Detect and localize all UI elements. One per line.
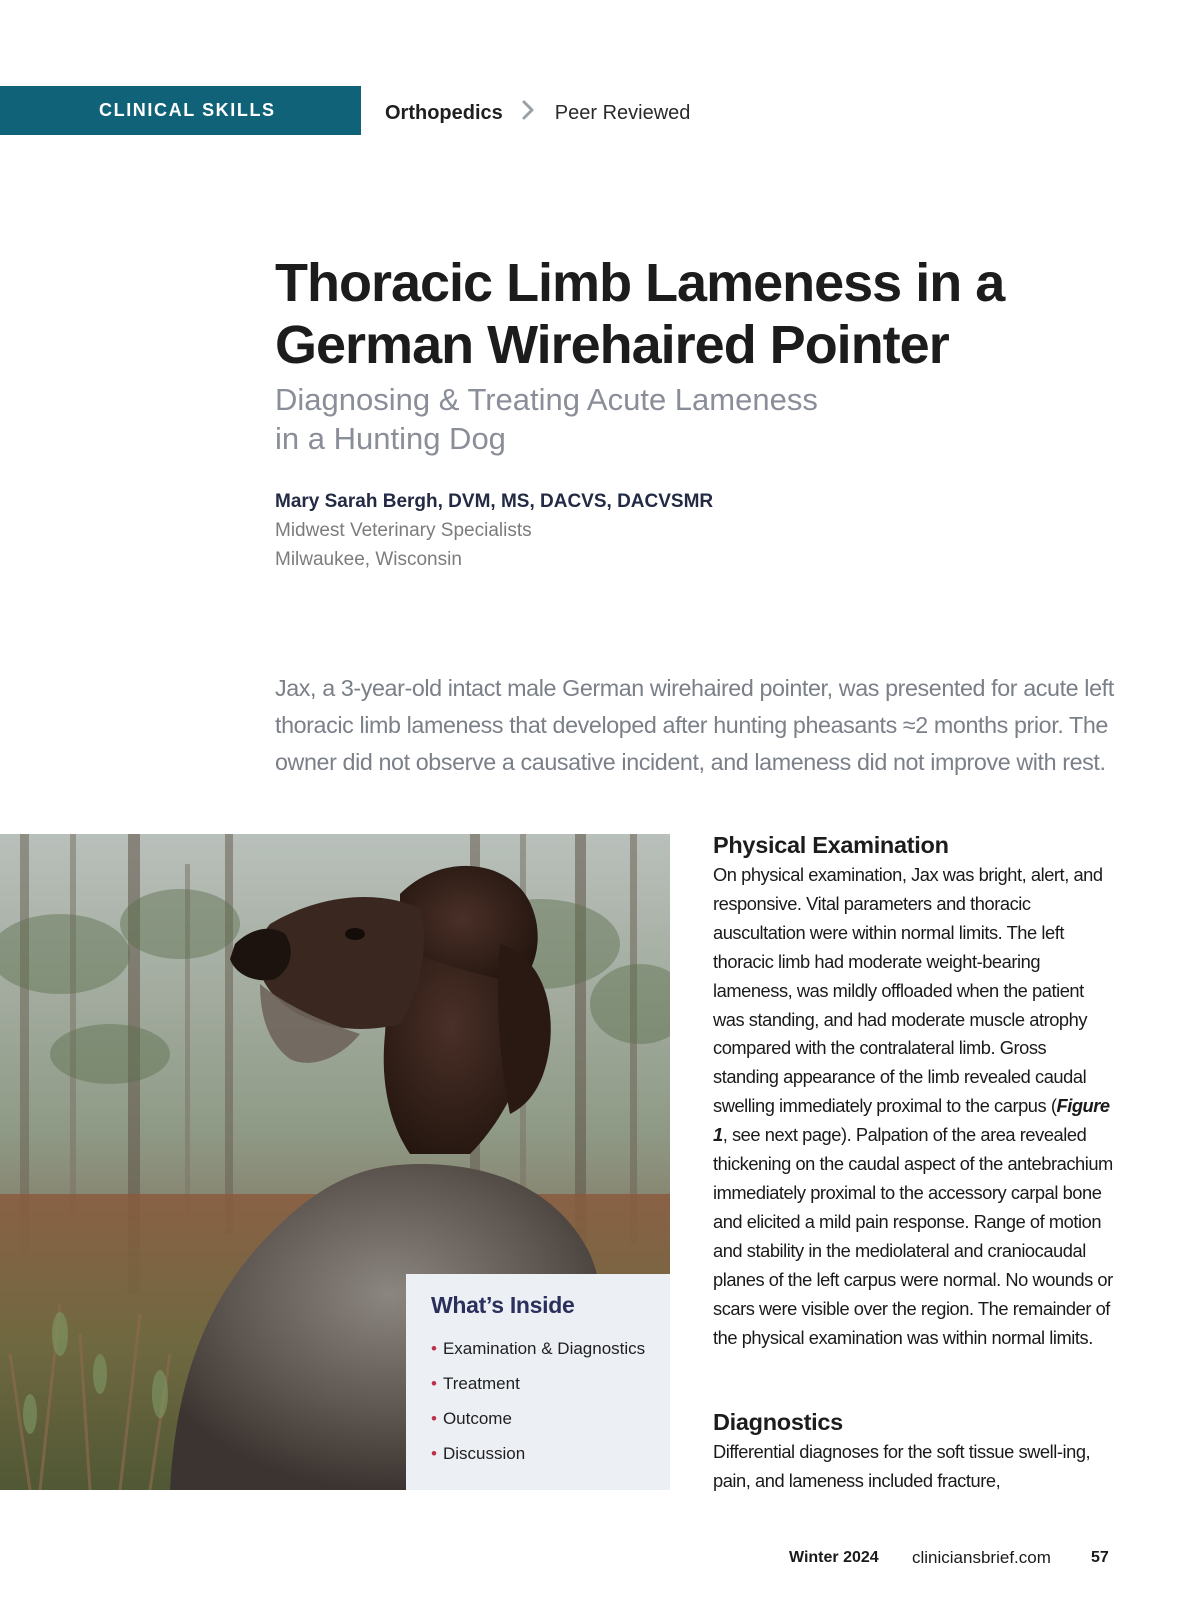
page-number: 57 (1091, 1549, 1109, 1566)
whats-inside-box (406, 1274, 670, 1490)
bullet-icon: • (431, 1444, 437, 1463)
whats-inside-item[interactable]: • Treatment (431, 1374, 520, 1393)
breadcrumb (385, 99, 690, 127)
whats-inside-item[interactable]: • Examination & Diagnostics (431, 1339, 646, 1358)
bullet-icon: • (431, 1409, 437, 1428)
figure-1-reference[interactable]: Figure 1 (713, 1095, 1110, 1146)
diagnostics-text: Differential diagnoses for the soft tissue swell-ing, pain, and lameness included fracture, (713, 1441, 1091, 1491)
whats-inside-title: What’s Inside (431, 1292, 575, 1318)
physical-examination-heading: Physical Examination (713, 832, 949, 858)
footer-site[interactable]: cliniciansbrief.com (912, 1548, 1051, 1567)
diagnostics-heading: Diagnostics (713, 1409, 843, 1435)
footer-issue: Winter 2024 (789, 1549, 879, 1566)
whats-inside-item[interactable]: • Outcome (431, 1409, 512, 1428)
whats-inside-item[interactable]: • Discussion (431, 1444, 526, 1463)
bullet-icon: • (431, 1339, 437, 1358)
author-location: Milwaukee, Wisconsin (275, 549, 462, 570)
bullet-icon: • (431, 1374, 437, 1393)
whats-inside-list (431, 1331, 670, 1471)
author-name: Mary Sarah Bergh, DVM, MS, DACVS, DACVSMR (275, 491, 714, 512)
breadcrumb-orthopedics[interactable]: Orthopedics (385, 101, 503, 124)
section-tag (0, 86, 361, 135)
article-subtitle: Diagnosing & Treating Acute Lameness in a Hunting Dog (275, 382, 818, 456)
diagnostics-section (713, 1407, 1113, 1496)
breadcrumb-peer-reviewed[interactable]: Peer Reviewed (554, 101, 691, 124)
chevron-right-icon (521, 99, 535, 127)
article-title: Thoracic Limb Lameness in a German Wirehaired Pointer (275, 253, 1005, 375)
section-tag-label: CLINICAL SKILLS (99, 100, 276, 120)
physical-examination-section (713, 830, 1113, 1352)
physical-examination-text: On physical examination, Jax was bright, alert, and responsive. Vital parameters and thoracic auscultation were within normal limits. The left thoracic limb had moderate weight-bearing lameness, was mildly offloaded when the patient was standing, and had moderate muscle atrophy compared with the contralateral limb. Gross standing appearance of the limb revealed caudal swelling immediately proximal to the carpus (Figure 1, see next page). Palpation of the area revealed thickening on the caudal aspect of the antebrachium immediately proximal to the accessory carpal bone and elicited a mild pain response. Range of motion and stability in the mediolateral and craniocaudal planes of the left carpus were normal. No wounds or scars were visible over the region. The remainder of the physical examination was within normal limits. (713, 864, 1113, 1348)
article-lede: Jax, a 3-year-old intact male German wirehaired pointer, was presented for acute left thoracic limb lameness that developed after hunting pheasants ≈2 months prior. The owner did not observe a causative incident, and lameness did not improve with rest. (275, 675, 1114, 775)
author-affiliation: Midwest Veterinary Specialists (275, 520, 532, 541)
